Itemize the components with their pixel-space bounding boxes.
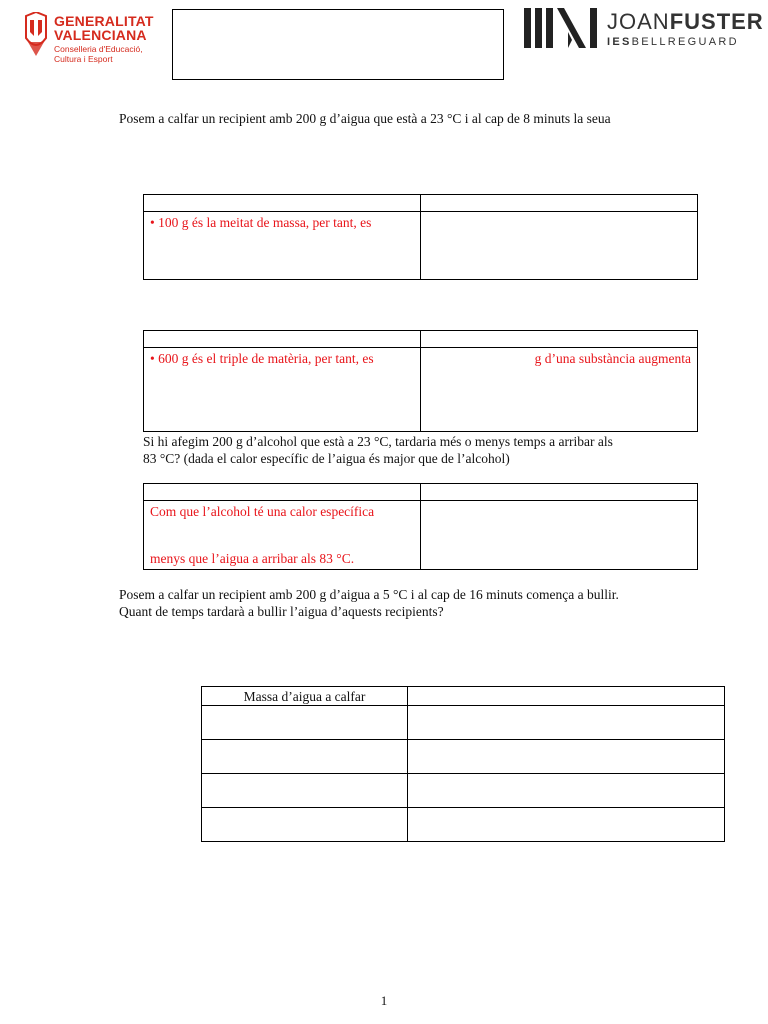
table4-row4-right[interactable] xyxy=(408,808,725,842)
logo-line-generalitat: GENERALITAT xyxy=(54,13,154,29)
table3-header-left xyxy=(144,484,421,501)
joan-fuster-logo xyxy=(524,8,764,52)
table4-row1-right[interactable] xyxy=(408,706,725,740)
page-number: 1 xyxy=(380,993,388,1008)
generalitat-valenciana-logo xyxy=(22,12,157,70)
logo-line-valenciana: VALENCIANA xyxy=(54,27,147,43)
table2-header-left xyxy=(144,331,421,348)
table4-header-left-text: Massa d’aigua a calfar xyxy=(243,689,366,704)
table2-right-text: g d’una substància augmenta xyxy=(534,351,691,366)
joan-fuster-subtitle xyxy=(607,36,739,48)
logo-subtitle xyxy=(54,44,143,64)
generalitat-emblem-icon xyxy=(22,12,50,58)
table3-answer-line2: menys que l’aigua a arribar als 83 °C. xyxy=(150,551,355,566)
logo-subtitle-line1: Conselleria d'Educació, xyxy=(54,44,143,54)
logo-name-bold: FUSTER xyxy=(669,9,764,34)
table4-row2-right[interactable] xyxy=(408,740,725,774)
answer-table-3 xyxy=(143,483,698,570)
table1-answer-text: • 100 g és la meitat de massa, per tant, es xyxy=(150,215,372,230)
table4-row4-left[interactable] xyxy=(202,808,408,842)
table3-answer-line1: Com que l’alcohol té una calor específica xyxy=(150,504,375,519)
logo-name-light: JOAN xyxy=(607,9,670,34)
table2-answer-cell[interactable] xyxy=(144,348,421,432)
table2-right-cell[interactable] xyxy=(421,348,698,432)
logo-sub-bold: IES xyxy=(607,36,632,48)
table1-answer-cell[interactable] xyxy=(144,212,421,280)
table3-blank-cell[interactable] xyxy=(421,501,698,570)
question4-line1: Posem a calfar un recipient amb 200 g d’aigua a 5 °C i al cap de 16 minuts comença a bullir. xyxy=(119,587,619,602)
answer-table-2 xyxy=(143,330,698,432)
table4-header-left xyxy=(202,687,408,706)
table4-header-right xyxy=(408,687,725,706)
table1-header-left xyxy=(144,195,421,212)
joan-fuster-name xyxy=(607,10,764,34)
question3-line1: Si hi afegim 200 g d’alcohol que està a 23 °C, tardaria més o menys temps a arribar als xyxy=(143,434,613,449)
table4-row1-left[interactable] xyxy=(202,706,408,740)
question3-line2: 83 °C? (dada el calor específic de l’aigua és major que de l’alcohol) xyxy=(143,451,510,466)
student-name-box[interactable] xyxy=(172,9,504,80)
logo-subtitle-line2: Cultura i Esport xyxy=(54,54,113,64)
table2-answer-text: • 600 g és el triple de matèria, per tant, es xyxy=(150,351,374,366)
question4-line2: Quant de temps tardarà a bullir l’aigua d’aquests recipients? xyxy=(119,604,444,619)
table1-blank-cell[interactable] xyxy=(421,212,698,280)
answer-table-1 xyxy=(143,194,698,280)
table4-row3-left[interactable] xyxy=(202,774,408,808)
boiling-time-table xyxy=(201,686,725,842)
table4-row2-left[interactable] xyxy=(202,740,408,774)
logo-sub-light: BELLREGUARD xyxy=(631,36,739,48)
joan-fuster-bars-icon xyxy=(524,8,602,48)
table4-row3-right[interactable] xyxy=(408,774,725,808)
table1-header-right xyxy=(421,195,698,212)
intro-paragraph: Posem a calfar un recipient amb 200 g d’aigua que està a 23 °C i al cap de 8 minuts la seua xyxy=(119,111,611,126)
table2-header-right xyxy=(421,331,698,348)
table3-header-right xyxy=(421,484,698,501)
table3-answer-cell[interactable] xyxy=(144,501,421,570)
